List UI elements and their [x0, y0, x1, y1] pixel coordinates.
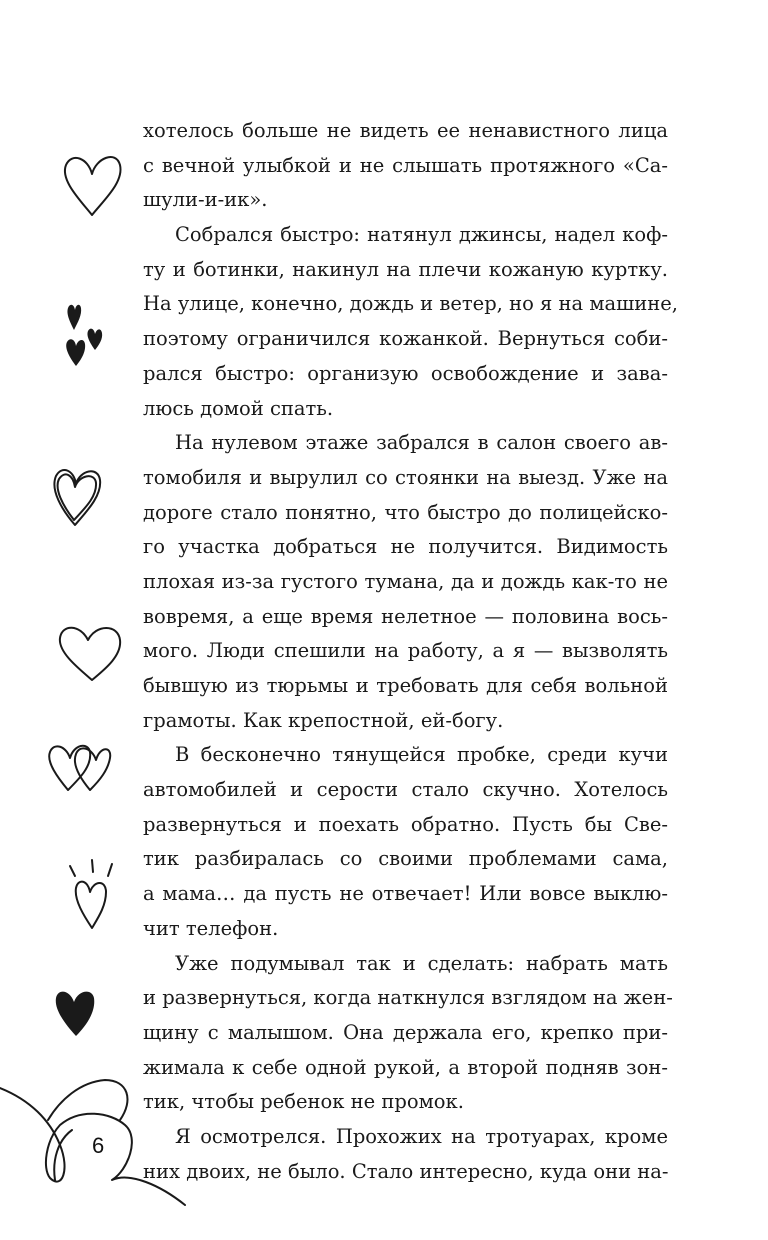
text-line: автомобилей и серости стало скучно. Хотелось [143, 778, 668, 802]
text-line: с вечной улыбкой и не слышать протяжного «Са- [143, 153, 668, 177]
text-line: а мама… да пусть не отвечает! Или вовсе выклю- [143, 882, 668, 906]
filled-heart-icon-3 [87, 329, 102, 350]
text-line: люсь домой спать. [143, 396, 334, 420]
text-line: и развернуться, когда наткнулся взглядом на жен- [143, 986, 673, 1010]
filled-heart-icon [67, 305, 81, 330]
text-line: Я осмотрелся. Прохожих на тротуарах, кроме [175, 1124, 668, 1148]
heart-outline-icon [65, 157, 121, 215]
text-line: развернуться и поехать обратно. Пусть бы Све- [143, 812, 668, 836]
text-line: дороге стало понятно, что быстро до полицейско- [143, 500, 668, 524]
text-line: рался быстро: организую освобождение и зава- [143, 361, 668, 385]
text-line: Собрался быстро: натянул джинсы, надел коф- [175, 223, 668, 247]
text-line: хотелось больше не видеть ее ненавистного лица [143, 119, 668, 142]
text-line: тик, чтобы ребенок не промок. [143, 1090, 464, 1114]
text-line: плохая из-за густого тумана, да и дождь как-то не [143, 569, 668, 593]
text-line: чит телефон. [143, 916, 279, 940]
text-line: вовремя, а еще время нелетное — половина вось- [143, 604, 668, 628]
text-line: бывшую из тюрьмы и требовать для себя вольной [143, 674, 668, 697]
text-line: поэтому ограничился кожанкой. Вернуться соби- [143, 327, 668, 351]
heart-scribble-icon [54, 470, 100, 525]
text-line: На нулевом этаже забрался в салон своего ав- [175, 431, 668, 455]
text-line: ту и ботинки, накинул на плечи кожаную куртку. [143, 257, 668, 281]
body-text [143, 114, 678, 1189]
text-line: мого. Люди спешили на работу, а я — вызволять [143, 639, 668, 663]
text-line: го участка добраться не получится. Видимость [143, 535, 668, 559]
heart-outline-icon-2 [60, 628, 120, 680]
page-number: 6 [92, 1133, 105, 1158]
text-line: них двоих, не было. Стало интересно, куда они на- [143, 1159, 669, 1183]
sparkle-lines-icon [70, 860, 112, 876]
text-line: В бесконечно тянущейся пробке, среди кучи [175, 743, 668, 767]
text-line: Уже подумывал так и сделать: набрать мать [175, 951, 668, 975]
sparkle-heart-icon [76, 882, 106, 928]
text-line: шули-и-ик». [143, 188, 268, 212]
text-line: томобиля и вырулил со стоянки на выезд. Уже на [143, 465, 668, 489]
text-line: жимала к себе одной рукой, а второй подняв зон- [143, 1055, 668, 1079]
text-line: На улице, конечно, дождь и ветер, но я на машине, [143, 292, 678, 316]
text-line: щину с малышом. Она держала его, крепко при- [143, 1020, 668, 1044]
text-line: грамоты. Как крепостной, ей-богу. [143, 708, 504, 732]
double-heart-icon-2 [75, 748, 110, 790]
filled-heart-icon-2 [66, 339, 85, 366]
text-line: тик разбиралась со своими проблемами сама, [143, 847, 668, 871]
filled-heart-large-icon [56, 992, 94, 1036]
